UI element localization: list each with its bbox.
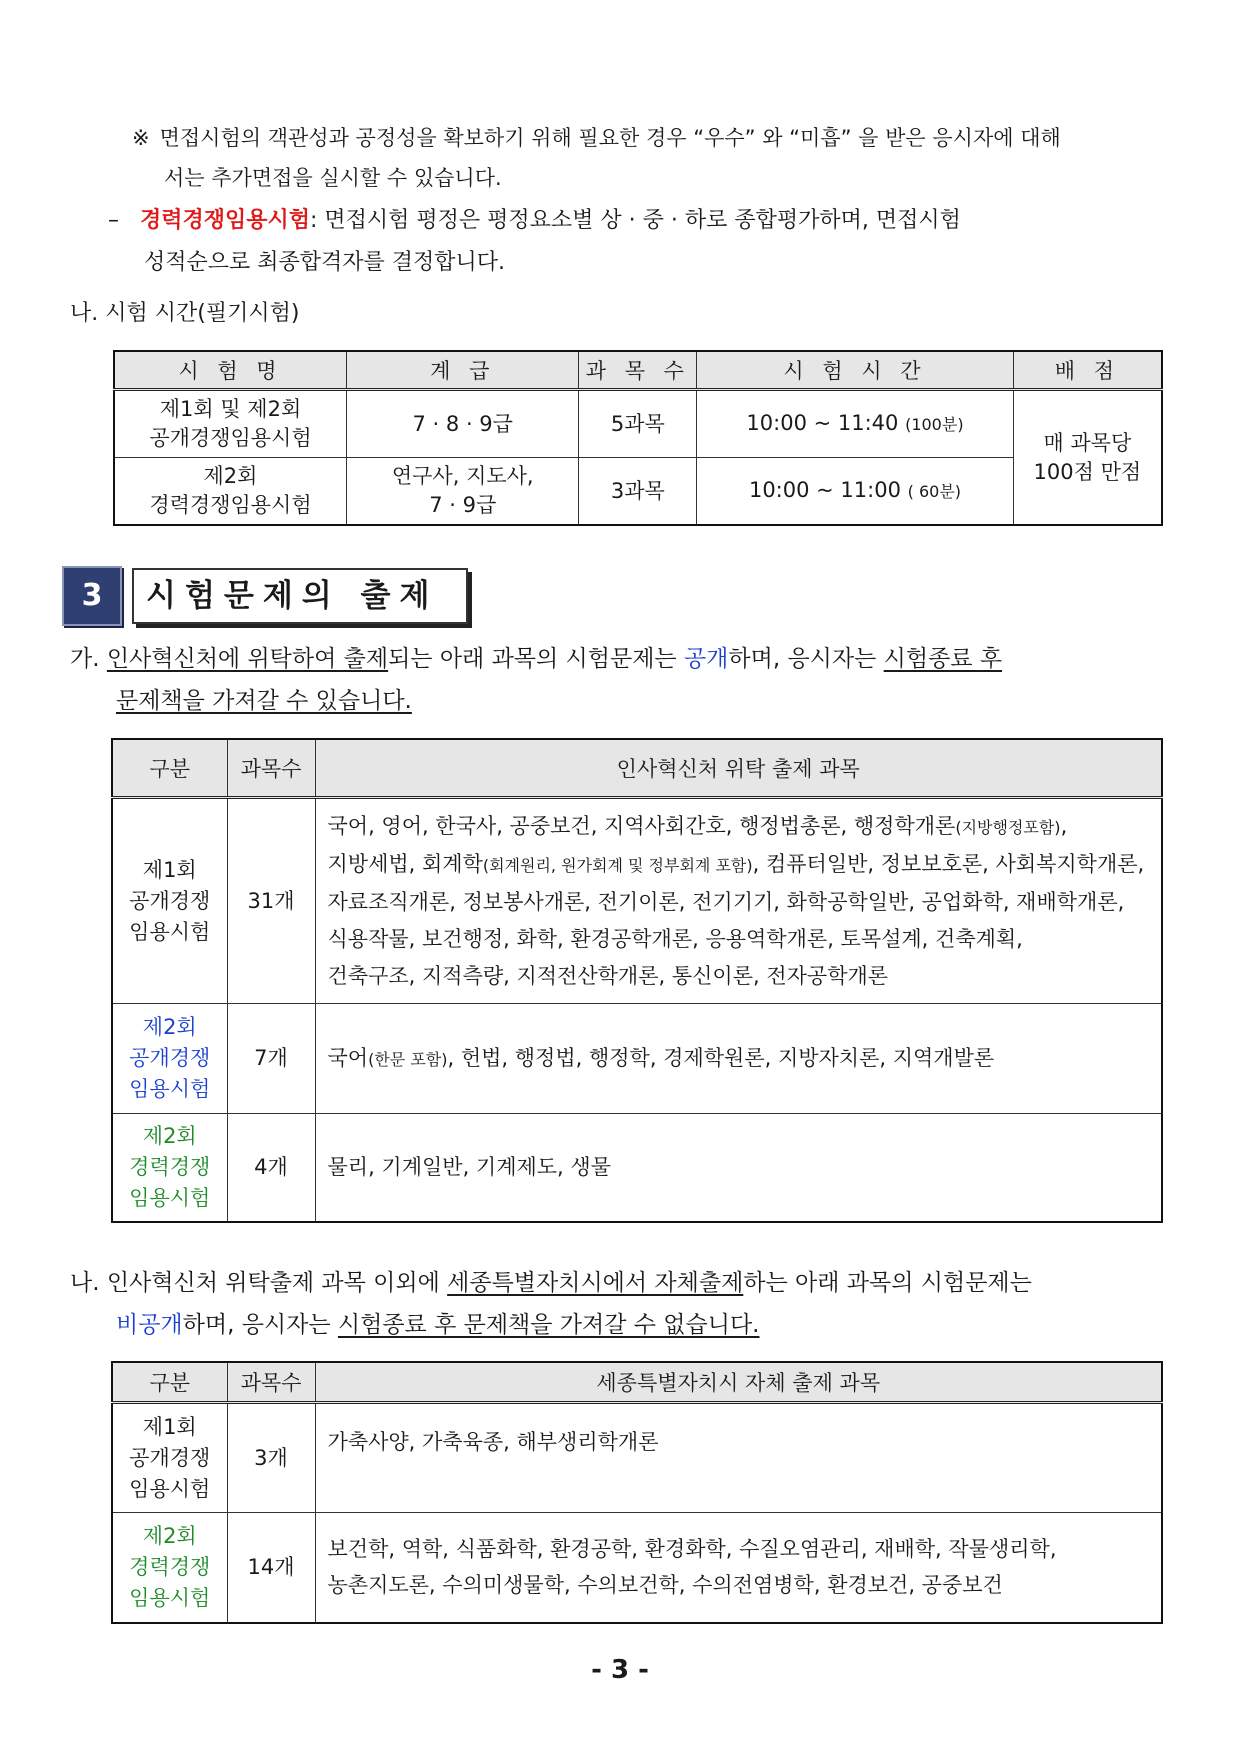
interview-note [132, 118, 1192, 198]
note-line-1: 면접시험의 객관성과 공정성을 확보하기 위해 필요한 경우 “우수” 와 “미흡” 을 받은 응시자에 대해 [159, 126, 1061, 150]
exam-name-cell: 제1회 및 제2회 공개경쟁임용시험 [114, 390, 346, 458]
subjects-text: 농촌지도론, 수의미생물학, 수의보건학, 수의전염병학, 환경보건, 공중보건 [327, 1573, 1003, 1598]
para-lead: 나. [70, 1270, 100, 1296]
time-duration: ( 60분) [907, 482, 962, 501]
paragraph-ga [70, 638, 1190, 722]
time-cell [697, 390, 1013, 458]
subjects-cell: 물리, 기계일반, 기계제도, 생물 [315, 1114, 1162, 1222]
subjects-note: (한문 포함) [368, 1049, 448, 1069]
header-category: 구분 [112, 1362, 227, 1403]
underlined-text: 인사혁신처에 위탁하여 출제 [106, 646, 389, 672]
header-subject-count: 과 목 수 [579, 351, 697, 390]
subjects-text: 보건학, 역학, 식품화학, 환경공학, 환경화학, 수질오염관리, 재배학, 작물생리학, [327, 1537, 1057, 1562]
paragraph-na [70, 1262, 1190, 1346]
time-cell [697, 458, 1013, 526]
subjects-text: 지방세법, 회계학 [327, 851, 483, 876]
table-row [114, 458, 1162, 526]
career-exam-item [108, 200, 1193, 284]
time-duration: (100분) [905, 415, 964, 434]
subjects-text: 식용작물, 보건행정, 화학, 환경공학개론, 응용역학개론, 토목설계, 건축계획, [327, 926, 1023, 951]
header-count: 과목수 [227, 739, 315, 798]
underlined-text: 시험종료 후 문제책을 가져갈 수 없습니다. [337, 1312, 760, 1338]
para-text: 하며, 응시자는 [728, 646, 884, 672]
count-cell: 31개 [227, 798, 315, 1004]
exam-time-table [113, 350, 1163, 526]
note-line-2: 서는 추가면접을 실시할 수 있습니다. [164, 166, 502, 190]
underlined-text: 시험종료 후 [883, 646, 1003, 672]
header-exam-time: 시 험 시 간 [697, 351, 1013, 390]
subjects-text: 국어, 영어, 한국사, 공중보건, 지역사회간호, 행정법총론, 행정학개론 [327, 813, 956, 838]
time-range: 10:00 ~ 11:40 [746, 411, 899, 435]
table-row [114, 390, 1162, 458]
subjects-cell [315, 798, 1162, 1004]
category-cell: 제2회 경력경쟁 임용시험 [112, 1114, 227, 1222]
career-exam-text-2: 성적순으로 최종합격자를 결정합니다. [144, 250, 506, 275]
header-subjects: 세종특별자치시 자체 출제 과목 [315, 1362, 1162, 1403]
reference-mark: ※ [132, 126, 150, 150]
subjects-cell: 가축사양, 가축육종, 해부생리학개론 [315, 1403, 1162, 1513]
subjects-text: 국어 [327, 1045, 369, 1070]
underlined-text: 문제책을 가져갈 수 있습니다. [116, 688, 412, 714]
category-cell: 제2회 공개경쟁 임용시험 [112, 1004, 227, 1114]
count-cell: 4개 [227, 1114, 315, 1222]
category-cell: 제2회 경력경쟁 임용시험 [112, 1513, 227, 1623]
section-title: 시험문제의 출제 [132, 568, 468, 624]
exam-name-cell: 제2회 경력경쟁임용시험 [114, 458, 346, 526]
subjects-text: , 헌법, 행정법, 행정학, 경제학원론, 지방자치론, 지역개발론 [447, 1045, 995, 1070]
count-cell: 3개 [227, 1403, 315, 1513]
para-text: 되는 아래 과목의 시험문제는 [388, 646, 684, 672]
count-cell: 5과목 [579, 390, 697, 458]
grade-cell: 7 · 8 · 9급 [346, 390, 579, 458]
subjects-text: 자료조직개론, 정보봉사개론, 전기이론, 전기기기, 화학공학일반, 공업화학, 재배학개론, [327, 889, 1125, 914]
table-header-row [112, 1362, 1162, 1403]
career-exam-label: 경력경쟁임용시험 [139, 208, 311, 233]
time-range: 10:00 ~ 11:00 [748, 478, 901, 502]
category-cell: 제1회 공개경쟁 임용시험 [112, 798, 227, 1004]
grade-cell: 연구사, 지도사, 7 · 9급 [346, 458, 579, 526]
table-row [112, 1403, 1162, 1513]
header-grade: 계 급 [346, 351, 579, 390]
public-label: 공개 [683, 646, 729, 672]
para-lead: 가. [70, 646, 100, 672]
subjects-note: (회계원리, 원가회계 및 정부회계 포함) [482, 855, 753, 875]
count-cell: 14개 [227, 1513, 315, 1623]
table-row [112, 1513, 1162, 1623]
subjects-text: , [1060, 813, 1068, 838]
career-exam-text-1: : 면접시험 평정은 평정요소별 상 · 중 · 하로 종합평가하며, 면접시험 [310, 208, 961, 233]
header-exam-name: 시 험 명 [114, 351, 346, 390]
header-score: 배 점 [1013, 351, 1162, 390]
table-header-row [112, 739, 1162, 798]
section-number: 3 [62, 566, 122, 626]
header-subjects: 인사혁신처 위탁 출제 과목 [315, 739, 1162, 798]
subjects-cell [315, 1004, 1162, 1114]
subjects-note: (지방행정포함) [955, 817, 1061, 837]
para-text: 하며, 응시자는 [182, 1312, 338, 1338]
para-text: 인사혁신처 위탁출제 과목 이외에 [106, 1270, 448, 1296]
header-category: 구분 [112, 739, 227, 798]
exam-time-heading: 나. 시험 시간(필기시험) [70, 301, 300, 326]
count-cell: 3과목 [579, 458, 697, 526]
sejong-subjects-table [111, 1361, 1163, 1624]
subjects-text: , 컴퓨터일반, 정보보호론, 사회복지학개론, [752, 851, 1145, 876]
underlined-text: 세종특별자치시에서 자체출제 [447, 1270, 744, 1296]
table-row [112, 1114, 1162, 1222]
header-count: 과목수 [227, 1362, 315, 1403]
subjects-cell [315, 1513, 1162, 1623]
dash-mark: – [108, 208, 119, 233]
subjects-text: 건축구조, 지적측량, 지적전산학개론, 통신이론, 전자공학개론 [327, 963, 889, 988]
table-row [112, 798, 1162, 1004]
score-cell: 매 과목당 100점 만점 [1013, 390, 1162, 526]
private-label: 비공개 [116, 1312, 183, 1338]
mpm-subjects-table [111, 738, 1163, 1223]
para-text: 하는 아래 과목의 시험문제는 [743, 1270, 1032, 1296]
table-row [112, 1004, 1162, 1114]
table-header-row [114, 351, 1162, 390]
page-number: - 3 - [591, 1655, 649, 1685]
count-cell: 7개 [227, 1004, 315, 1114]
category-cell: 제1회 공개경쟁 임용시험 [112, 1403, 227, 1513]
